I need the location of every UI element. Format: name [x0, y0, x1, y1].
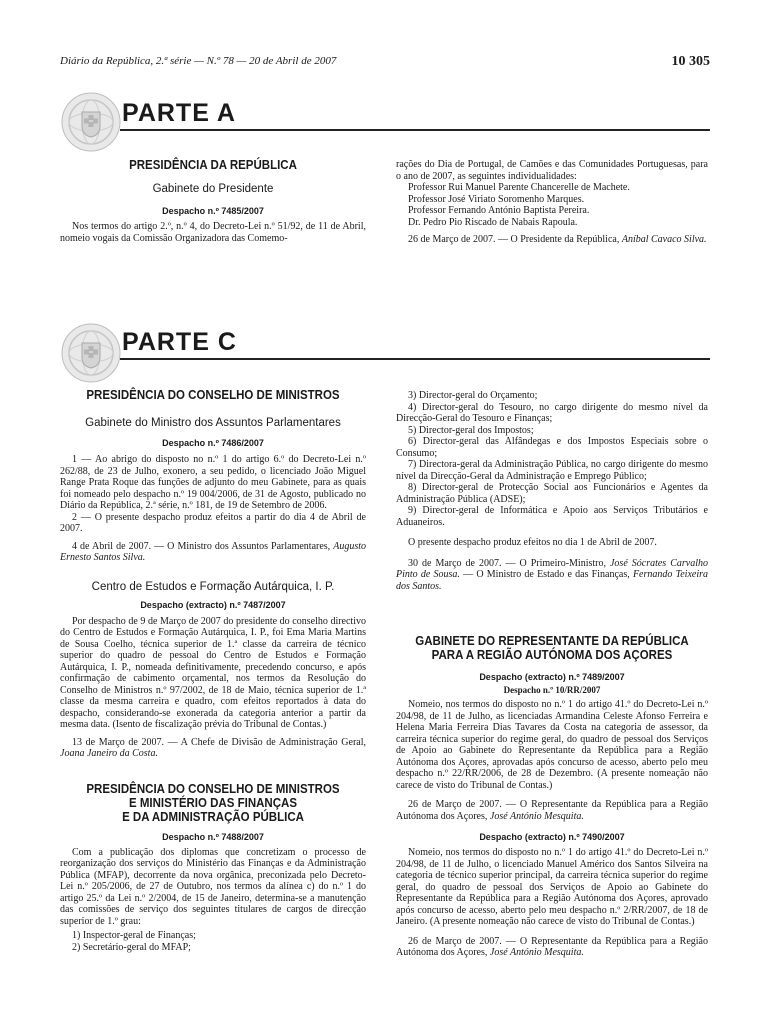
org-heading-multiline: GABINETE DO REPRESENTANTE DA REPÚBLICA PARA A REGIÃO AUTÓNOMA DOS AÇORES [415, 634, 689, 662]
page-number: 10 305 [671, 54, 710, 69]
sub-heading: Gabinete do Ministro dos Assuntos Parlamentares [85, 417, 341, 429]
signer-name: Augusto Ernesto Santos Silva. [60, 540, 366, 563]
items-list-continued [396, 390, 708, 528]
list-item: 7) Directora-geral da Administração Pública, no cargo dirigente do mesmo nível da Direcção-Geral da Administração e Emprego Público; [396, 459, 708, 482]
paragraph: Nomeio, nos termos do disposto no n.º 1 do artigo 41.º do Decreto-Lei n.º 204/98, de 11 de Julho, as licenciadas Armandina Celeste Afonso Ferreira e Helena Maria Ferreira Dias Tavares da Costa na categoria de assessor, da carreira técnica superior do regime geral, do quadro de pessoal dos Serviços de Apoio ao Gabinete do Representante da República para a Região Autónoma dos Açores, aprovadas após concurso de acesso, aberto pelo meu despacho n.º 22/RR/2006, de 28 de Dezembro. (A presente nomeação não carece de visto do Tribunal de Contas.) [396, 699, 708, 791]
despacho-heading: Despacho n.º 7488/2007 [162, 831, 264, 842]
list-item: Professor Rui Manuel Parente Chancerelle de Machete. [408, 182, 630, 193]
parte-a-title: PARTE A [122, 99, 236, 127]
list-item: Dr. Pedro Pio Riscado de Nabais Rapoula. [408, 216, 578, 228]
signer-name: José António Mesquita. [489, 810, 584, 822]
paragraph: Com a publicação dos diplomas que concretizam o processo de reorganização dos serviços do Ministério das Finanças e da Administração Pública (MFAP), decorrente da nova orgânica, preconizada pelo Decreto-Lei n.º 205/2006, de 27 de Outubro, nos termos da alínea c) do n.º 1 do artigo 25.º da Lei n.º 2/2004, de 15 de Janeiro, determina-se a manutenção das comissões de serviço dos seguintes titulares de cargos de direcção superior de 1.º grau: [60, 846, 366, 927]
date-signature: 30 de Março de 2007. — O Primeiro-Ministro, José Sócrates Carvalho Pinto de Sousa. — O Ministro de Estado e das Finanças, Fernando Teixeira dos Santos. [396, 557, 708, 592]
list-item: 3) Director-geral do Orçamento; [408, 390, 538, 401]
despacho-heading: Despacho (extracto) n.º 7489/2007 [479, 672, 625, 682]
org-heading: PRESIDÊNCIA DA REPÚBLICA [129, 158, 297, 172]
parte-a-banner [60, 91, 710, 153]
parte-c-banner [60, 322, 710, 384]
despacho-heading: Despacho n.º 7485/2007 [162, 206, 264, 216]
paragraph: O presente despacho produz efeitos no dia 1 de Abril de 2007. [408, 537, 657, 548]
coat-of-arms-icon [60, 91, 122, 153]
list-item: Professor José Viriato Soromenho Marques. [408, 193, 585, 205]
sub-heading: Centro de Estudos e Formação Autárquica, I. P. [91, 580, 335, 593]
parte-a-left-column [60, 158, 366, 244]
parte-c-left-column [60, 388, 366, 953]
signer-name: José Sócrates Carvalho Pinto de Sousa. [396, 557, 708, 580]
parte-a-rule [120, 129, 710, 131]
despacho-heading: Despacho (extracto) n.º 7490/2007 [479, 832, 625, 842]
list-item: 4) Director-geral do Tesouro, no cargo dirigente do mesmo nível da Direcção-Geral do Tesouro e Finanças; [396, 401, 708, 424]
paragraph: Nomeio, nos termos do disposto no n.º 1 do artigo 41.º do Decreto-Lei n.º 204/98, de 11 de Julho, o licenciado Manuel Américo dos Santos Silveira na categoria de técnico superior principal, da carreira técnica superior do regime geral, do quadro de pessoal dos Serviços de Apoio ao Gabinete do Representante da República para a Região Autónoma dos Açores, aprovado após concurso de acesso, aberto pelo meu despacho n.º 2/RR/2007, de 18 de Janeiro. (A presente nomeação não carece de visto do Tribunal de Contas.) [396, 847, 708, 927]
signer-name: José António Mesquita. [489, 947, 584, 958]
paragraph: 2 — O presente despacho produz efeitos a partir do dia 4 de Abril de 2007. [60, 511, 366, 534]
list-item: 2) Secretário-geral do MFAP; [72, 941, 191, 953]
despacho-subheading: Despacho n.º 10/RR/2007 [503, 685, 601, 695]
items-list [60, 930, 366, 953]
coat-of-arms-icon [60, 322, 122, 384]
org-heading-multiline: PRESIDÊNCIA DO CONSELHO DE MINISTROS E MINISTÉRIO DAS FINANÇAS E DA ADMINISTRAÇÃO PÚBLICA [86, 781, 340, 824]
list-item: 1) Inspector-geral de Finanças; [72, 930, 196, 941]
publication-line: Diário da República, 2.ª série — N.º 78 — 20 de Abril de 2007 [60, 55, 337, 67]
sub-heading: Gabinete do Presidente [152, 183, 274, 195]
paragraph: Nos termos do artigo 2.º, n.º 4, do Decreto-Lei n.º 51/92, de 11 de Abril, nomeio vogais da Comissão Organizadora das Comemo- [60, 221, 366, 244]
names-list [396, 182, 708, 228]
signer-name: Aníbal Cavaco Silva. [621, 234, 707, 245]
paragraph: rações do Dia de Portugal, de Camões e das Comunidades Portuguesas, para o ano de 2007, as seguintes individualidades: [396, 159, 708, 182]
date-signature: 4 de Abril de 2007. — O Ministro dos Assuntos Parlamentares, Augusto Ernesto Santos Silva. [60, 540, 366, 563]
paragraph: Por despacho de 9 de Março de 2007 do presidente do conselho directivo do Centro de Estudos e Formação Autárquica, I. P., foi Ema Maria Martins de Sousa Coelho, técnica superior de 1.ª classe da carreira de técnico superior do quadro de pessoal do Centro de Estudos e Formação Autárquica, I. P., nomeada definitivamente, precedendo concurso, e após confirmação de cabimento orçamental, nos termos da Resolução do Conselho de Ministros n.º 97/2002, de 18 de Maio, técnica superior de 1.ª classe da mesma carreira e quadro, com efeitos reportados à data do despacho, considerando-se exonerada da categoria anterior a partir da mesma data. (Isento de fiscalização prévia do Tribunal de Contas.) [60, 615, 366, 730]
parte-a-right-column [396, 159, 708, 246]
parte-c-right-column [396, 390, 708, 959]
org-heading: PRESIDÊNCIA DO CONSELHO DE MINISTROS [86, 388, 340, 402]
date-signature: 26 de Março de 2007. — O Representante da República para a Região Autónoma dos Açores, José António Mesquita. [396, 935, 708, 958]
list-item: 9) Director-geral de Informática e Apoio aos Serviços Tributários e Aduaneiros. [396, 505, 708, 528]
list-item: 6) Director-geral das Alfândegas e dos Impostos Especiais sobre o Consumo; [396, 436, 708, 459]
list-item: 5) Director-geral dos Impostos; [408, 424, 534, 436]
parte-c-rule [120, 358, 710, 360]
despacho-heading: Despacho n.º 7486/2007 [162, 438, 264, 448]
parte-c-title: PARTE C [122, 328, 237, 356]
paragraph: 1 — Ao abrigo do disposto no n.º 1 do artigo 6.º do Decreto-Lei n.º 262/88, de 23 de Julho, exonero, a seu pedido, o licenciado João Miguel Range Prata Roque das funções de adjunto do meu Gabinete, para as quais foi nomeado pelo despacho n.º 19 004/2006, de 31 de Agosto, publicado no Diário da República, 2.ª série, n.º 181, de 19 de Setembro de 2006. [60, 454, 366, 511]
list-item: 8) Director-geral de Protecção Social aos Funcionários e Agentes da Administração Pública (ADSE); [396, 482, 708, 505]
list-item: Professor Fernando António Baptista Pereira. [408, 205, 590, 216]
date-signature: 13 de Março de 2007. — A Chefe de Divisão de Administração Geral, Joana Janeiro da Costa. [60, 736, 366, 759]
date-signature: 26 de Março de 2007. — O Representante da República para a Região Autónoma dos Açores, José António Mesquita. [396, 799, 708, 822]
running-header [60, 55, 710, 71]
signer-name: Fernando Teixeira dos Santos. [396, 569, 708, 592]
signer-name: Joana Janeiro da Costa. [60, 748, 158, 759]
despacho-heading: Despacho (extracto) n.º 7487/2007 [140, 599, 286, 610]
date-signature: 26 de Março de 2007. — O Presidente da República, Aníbal Cavaco Silva. [408, 234, 707, 245]
